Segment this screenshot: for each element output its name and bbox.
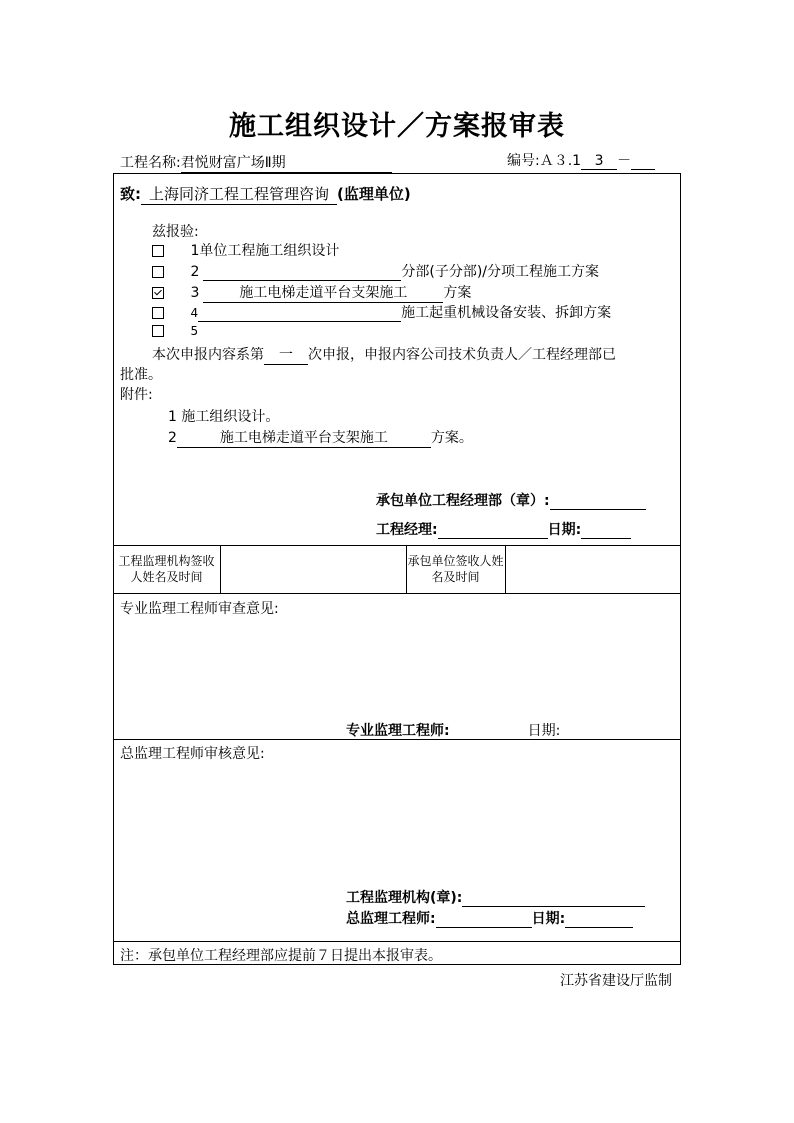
item-1-num: 1 (190, 243, 200, 259)
specialist-opinion-label: 专业监理工程师审查意见: (120, 601, 279, 617)
item-1-checkbox[interactable] (152, 245, 164, 257)
divider-receipt-bottom (113, 593, 681, 594)
number-value: 3 (581, 153, 617, 170)
project-name: 君悦财富广场Ⅱ期 (181, 152, 392, 173)
number-blank (631, 153, 655, 170)
receipt-col-1 (220, 545, 221, 593)
manager-row: 工程经理: 日期: (376, 519, 631, 539)
contractor-dept-blank[interactable] (550, 495, 646, 510)
footer-note: 注：承包单位工程经理部应提前７日提出本报审表。 (120, 948, 442, 964)
specialist-date-blank[interactable] (560, 725, 622, 740)
to-label: 致: (120, 185, 141, 203)
item-4[interactable] (152, 302, 611, 322)
number-prefix: Ａ３.1 (539, 153, 582, 169)
number-sep: － (617, 153, 632, 169)
manager-date-blank[interactable] (581, 524, 631, 539)
chief-opinion-label: 总监理工程师审核意见: (120, 746, 265, 762)
item-2-suffix: 分部(子分部)/分项工程施工方案 (401, 264, 600, 280)
chief-sign-row: 总监理工程师: 日期: (346, 908, 633, 928)
number-label: 编号: (507, 153, 540, 169)
item-2-blank (203, 266, 401, 281)
issuer-text: 江苏省建设厅监制 (560, 973, 672, 989)
attachment-label: 附件: (120, 387, 153, 403)
declare-count: 一 (264, 344, 308, 365)
receipt-col-3 (505, 545, 506, 593)
item-3-suffix: 方案 (443, 285, 472, 301)
item-4-suffix: 施工起重机械设备安装、拆卸方案 (401, 305, 612, 321)
declaration-line2: 批准。 (120, 367, 162, 383)
form-number (507, 150, 655, 170)
project-label: 工程名称: (120, 155, 181, 171)
attachment-2: 2 施工电梯走道平台支架施工 方案。 (168, 427, 473, 448)
manager-blank[interactable] (438, 524, 548, 539)
item-2-checkbox[interactable] (152, 266, 164, 278)
item-3-num: 3 (190, 285, 200, 301)
chief-sign-blank[interactable] (436, 913, 532, 928)
org-seal-row: 工程监理机构(章): (346, 887, 645, 907)
item-3-blank: 施工电梯走道平台支架施工 (203, 282, 443, 303)
project-name-row (120, 152, 392, 173)
item-3-checkbox[interactable] (152, 287, 164, 299)
divider-note (113, 941, 681, 942)
org-seal-blank[interactable] (462, 892, 645, 907)
contractor-dept-row: 承包单位工程经理部（章）: (376, 490, 646, 510)
supervisor-org: 上海同济工程工程管理咨询 (141, 183, 337, 205)
page-title: 施工组织设计／方案报审表 (229, 111, 565, 142)
item-1[interactable] (152, 240, 339, 260)
item-4-blank (198, 307, 401, 322)
chief-date-blank[interactable] (565, 913, 633, 928)
item-1-text: 单位工程施工组织设计 (199, 243, 340, 259)
supervision-receipt-label: 工程监理机构签收人姓名及时间 (118, 554, 215, 584)
specialist-sign-row: 专业监理工程师: 日期: (346, 720, 622, 740)
contractor-receipt-label: 承包单位签收人姓名及时间 (407, 554, 504, 584)
divider-receipt-top (113, 545, 681, 546)
item-2[interactable] (152, 261, 599, 281)
specialist-sign-blank[interactable] (450, 725, 528, 740)
item-5-num: 5 (190, 324, 199, 338)
item-3[interactable] (152, 282, 471, 303)
item-2-num: 2 (190, 264, 200, 280)
attachment-1: 1 施工组织设计。 (168, 409, 280, 425)
declaration-line1: 本次申报内容系第 一 次申报，申报内容公司技术负责人／工程经理部已 (152, 344, 616, 365)
attachment-2-blank: 施工电梯走道平台支架施工 (177, 427, 431, 448)
to-row (120, 183, 411, 205)
item-4-checkbox[interactable] (152, 307, 164, 319)
item-5-checkbox[interactable] (152, 325, 164, 337)
intro-text: 兹报验: (152, 224, 199, 240)
item-4-num: 4 (190, 306, 199, 320)
to-suffix: (监理单位) (337, 185, 411, 203)
item-5[interactable] (152, 323, 198, 339)
